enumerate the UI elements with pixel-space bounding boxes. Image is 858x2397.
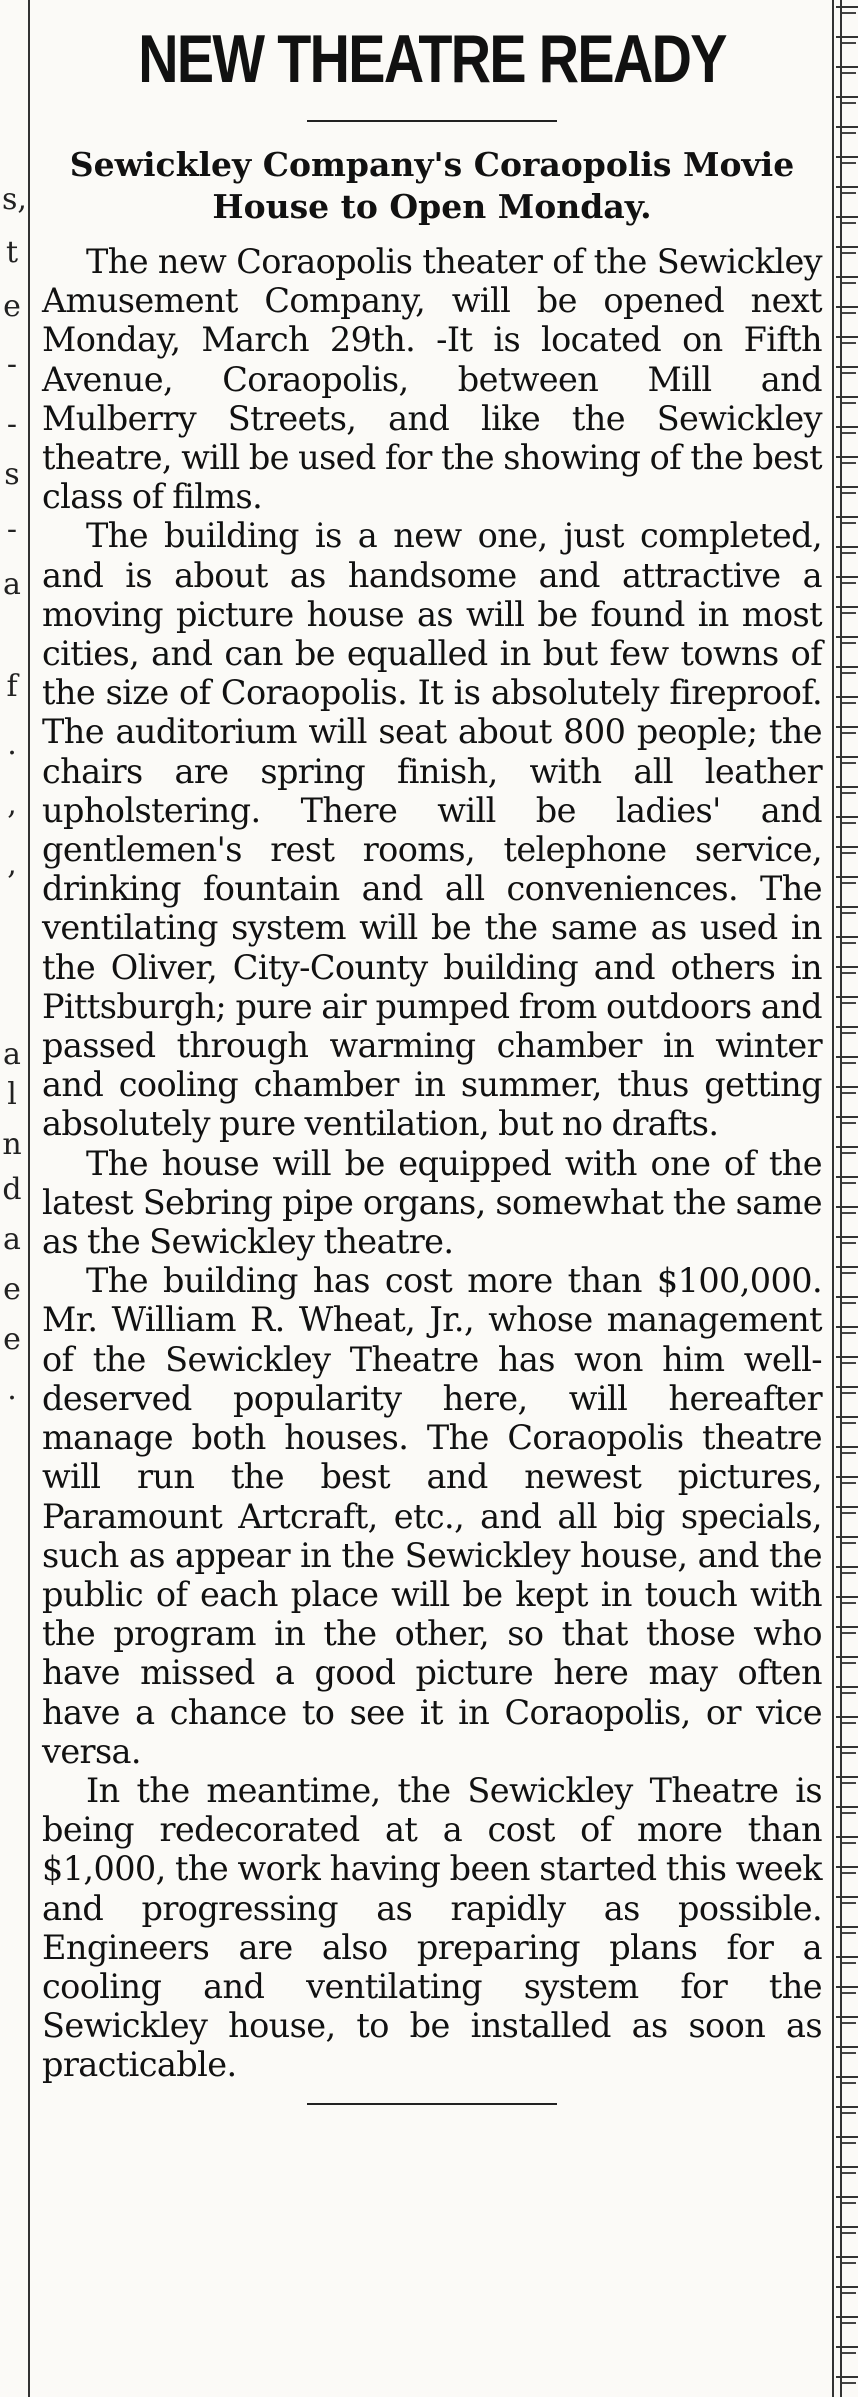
left-column-fragment: n: [2, 1127, 22, 1162]
left-column-rule: [28, 0, 30, 2397]
left-column-fragment: t: [5, 235, 19, 270]
article-paragraph: The building is a new one, just completed, and is about as handsome and attractive a moving picture house as will be found in most cities, and can be equalled in but few towns of the size of Coraopolis. It is absolutely fireproof. The auditorium will seat about 800 people; the chairs are spring finish, with all leather upholstering. There will be ladies' and gentlemen's rest rooms, telephone service, drinking fountain and all conveniences. The ventilating system will be the same as used in the Oliver, City-County building and others in Pittsburgh; pure air pumped from outdoors and passed through warming chamber in winter and cooling chamber in summer, thus getting absolutely pure ventilation, but no drafts.: [42, 516, 822, 1144]
left-column-fragment: -: [6, 347, 18, 382]
left-column-fragment: a: [3, 1037, 21, 1072]
left-column-fragment: .: [7, 1372, 17, 1407]
article-paragraph: The new Coraopolis theater of the Sewickley Amusement Company, will be opened next Monday, March 29th. -It is located on Fifth Avenue, Coraopolis, between Mill and Mulberry Streets, and like the Sewickley theatre, will be used for the showing of the best class of films.: [42, 242, 822, 517]
article-paragraph: The house will be equipped with one of the latest Sebring pipe organs, somewhat the same as the Sewickley theatre.: [42, 1143, 822, 1262]
subheadline: Sewickley Company's Coraopolis Movie House to Open Monday.: [69, 145, 795, 226]
left-column-fragment: e: [3, 1322, 21, 1357]
left-column-fragment: e: [3, 1272, 21, 1307]
left-column-fragment: d: [2, 1172, 22, 1207]
left-column-fragment: l: [7, 1077, 17, 1112]
headline: NEW THEATRE READY: [138, 21, 726, 97]
left-column-fragment: -: [6, 512, 18, 547]
left-column-fragment: ,: [7, 847, 17, 882]
news-article: [42, 0, 822, 2105]
left-column-fragment: s,: [2, 182, 27, 217]
left-column-fragment: .: [7, 727, 17, 762]
decorative-border-strip: [836, 0, 858, 2397]
left-column-fragment: f: [6, 669, 18, 704]
article-paragraph: The building has cost more than $100,000. Mr. William R. Wheat, Jr., whose management of the Sewickley Theatre has won him well-deserved popularity here, will hereafter manage both houses. The Coraopolis theatre will run the best and newest pictures, Paramount Artcraft, etc., and all big specials, such as appear in the Sewickley house, and the public of each place will be kept in touch with the program in the other, so that those who have missed a good picture here may often have a chance to see it in Coraopolis, or vice versa.: [42, 1261, 822, 1771]
end-rule: [307, 2103, 557, 2105]
adjacent-left-column: [0, 0, 27, 2397]
left-column-fragment: e: [3, 289, 21, 324]
article-paragraph: In the meantime, the Sewickley Theatre is being redecorated at a cost of more than $1,000, the work having been started this week and progressing as rapidly as possible. Engineers are also preparing plans for a cooling and ventilating system for the Sewickley house, to be installed as soon as practicable.: [42, 1770, 822, 2085]
left-column-fragment: a: [3, 567, 21, 602]
left-column-fragment: -: [6, 407, 18, 442]
right-column-rule: [832, 0, 834, 2397]
left-column-fragment: a: [3, 1222, 21, 1257]
left-column-fragment: s: [4, 457, 20, 492]
headline-rule: [307, 120, 557, 122]
left-column-fragment: ,: [7, 787, 17, 822]
